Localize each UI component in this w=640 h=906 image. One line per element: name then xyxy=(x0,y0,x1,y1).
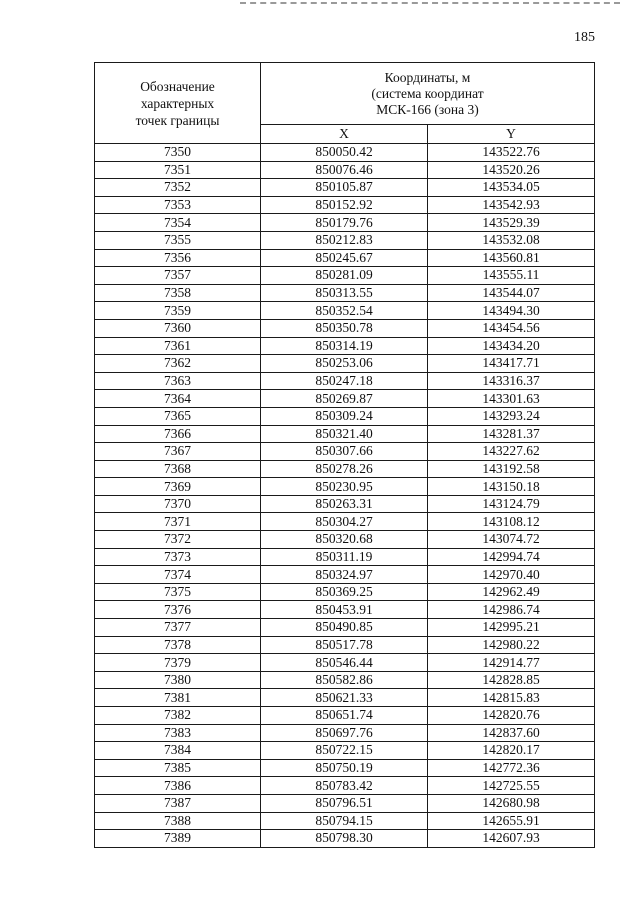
point-id-cell: 7385 xyxy=(95,759,261,777)
table-row xyxy=(95,284,595,302)
point-id-cell: 7354 xyxy=(95,214,261,232)
x-coordinate-cell: 850320.68 xyxy=(261,531,428,549)
y-coordinate-cell: 143227.62 xyxy=(428,443,595,461)
x-coordinate-cell: 850621.33 xyxy=(261,689,428,707)
table-row xyxy=(95,830,595,848)
x-coordinate-cell: 850281.09 xyxy=(261,267,428,285)
point-id-cell: 7369 xyxy=(95,478,261,496)
table-row xyxy=(95,267,595,285)
table-row xyxy=(95,619,595,637)
point-designation-header xyxy=(95,63,261,144)
table-row xyxy=(95,707,595,725)
point-id-cell: 7374 xyxy=(95,566,261,584)
y-coordinate-cell: 142837.60 xyxy=(428,724,595,742)
point-id-cell: 7387 xyxy=(95,794,261,812)
x-coordinate-cell: 850311.19 xyxy=(261,548,428,566)
x-coordinate-cell: 850582.86 xyxy=(261,671,428,689)
table-row xyxy=(95,689,595,707)
point-id-cell: 7361 xyxy=(95,337,261,355)
y-coordinate-cell: 143124.79 xyxy=(428,495,595,513)
x-coordinate-cell: 850798.30 xyxy=(261,830,428,848)
table-row xyxy=(95,460,595,478)
x-coordinate-cell: 850517.78 xyxy=(261,636,428,654)
table-row xyxy=(95,636,595,654)
table-row xyxy=(95,566,595,584)
x-coordinate-cell: 850269.87 xyxy=(261,390,428,408)
table-row xyxy=(95,742,595,760)
table-row xyxy=(95,812,595,830)
point-id-cell: 7363 xyxy=(95,372,261,390)
x-coordinate-cell: 850453.91 xyxy=(261,601,428,619)
y-coordinate-cell: 142655.91 xyxy=(428,812,595,830)
table-row xyxy=(95,513,595,531)
y-coordinate-cell: 143494.30 xyxy=(428,302,595,320)
x-coordinate-cell: 850212.83 xyxy=(261,231,428,249)
point-id-cell: 7350 xyxy=(95,144,261,162)
table-row xyxy=(95,759,595,777)
x-coordinate-cell: 850722.15 xyxy=(261,742,428,760)
y-coordinate-cell: 143520.26 xyxy=(428,161,595,179)
point-id-cell: 7373 xyxy=(95,548,261,566)
point-id-cell: 7384 xyxy=(95,742,261,760)
point-header-line: характерных xyxy=(140,95,215,111)
x-coordinate-cell: 850050.42 xyxy=(261,144,428,162)
y-coordinate-cell: 143192.58 xyxy=(428,460,595,478)
x-coordinate-cell: 850313.55 xyxy=(261,284,428,302)
table-row xyxy=(95,144,595,162)
y-coordinate-cell: 142820.76 xyxy=(428,707,595,725)
point-id-cell: 7388 xyxy=(95,812,261,830)
y-coordinate-cell: 143281.37 xyxy=(428,425,595,443)
y-coordinate-cell: 142986.74 xyxy=(428,601,595,619)
table-row xyxy=(95,777,595,795)
y-coordinate-cell: 143544.07 xyxy=(428,284,595,302)
table-row xyxy=(95,548,595,566)
table-row xyxy=(95,390,595,408)
point-id-cell: 7351 xyxy=(95,161,261,179)
coordinates-table xyxy=(94,62,595,848)
y-coordinate-cell: 142962.49 xyxy=(428,583,595,601)
x-coordinate-cell: 850350.78 xyxy=(261,319,428,337)
point-id-cell: 7353 xyxy=(95,196,261,214)
y-coordinate-cell: 142607.93 xyxy=(428,830,595,848)
table-row xyxy=(95,495,595,513)
point-id-cell: 7356 xyxy=(95,249,261,267)
point-id-cell: 7357 xyxy=(95,267,261,285)
y-coordinate-cell: 142680.98 xyxy=(428,794,595,812)
point-id-cell: 7371 xyxy=(95,513,261,531)
x-coordinate-cell: 850490.85 xyxy=(261,619,428,637)
point-id-cell: 7375 xyxy=(95,583,261,601)
x-coordinate-cell: 850304.27 xyxy=(261,513,428,531)
x-coordinate-cell: 850321.40 xyxy=(261,425,428,443)
table-row xyxy=(95,407,595,425)
y-column-header: Y xyxy=(428,124,595,143)
table-row xyxy=(95,372,595,390)
table-row xyxy=(95,337,595,355)
y-coordinate-cell: 142994.74 xyxy=(428,548,595,566)
x-coordinate-cell: 850651.74 xyxy=(261,707,428,725)
x-coordinate-cell: 850783.42 xyxy=(261,777,428,795)
table-row xyxy=(95,161,595,179)
point-id-cell: 7379 xyxy=(95,654,261,672)
point-id-cell: 7367 xyxy=(95,443,261,461)
table-row xyxy=(95,583,595,601)
table-body xyxy=(95,144,595,848)
y-coordinate-cell: 143150.18 xyxy=(428,478,595,496)
x-coordinate-cell: 850245.67 xyxy=(261,249,428,267)
y-coordinate-cell: 142980.22 xyxy=(428,636,595,654)
coord-header-line: (система координат xyxy=(371,86,484,102)
point-id-cell: 7376 xyxy=(95,601,261,619)
x-coordinate-cell: 850546.44 xyxy=(261,654,428,672)
table-row xyxy=(95,601,595,619)
x-coordinate-cell: 850307.66 xyxy=(261,443,428,461)
table-row xyxy=(95,531,595,549)
point-id-cell: 7360 xyxy=(95,319,261,337)
page-number: 185 xyxy=(574,30,595,45)
x-coordinate-cell: 850253.06 xyxy=(261,355,428,373)
point-id-cell: 7389 xyxy=(95,830,261,848)
table-row xyxy=(95,355,595,373)
coordinates-group-header xyxy=(261,63,595,125)
table-row xyxy=(95,231,595,249)
x-coordinate-cell: 850750.19 xyxy=(261,759,428,777)
point-id-cell: 7368 xyxy=(95,460,261,478)
point-id-cell: 7362 xyxy=(95,355,261,373)
point-id-cell: 7382 xyxy=(95,707,261,725)
table-row xyxy=(95,654,595,672)
point-id-cell: 7386 xyxy=(95,777,261,795)
table-row xyxy=(95,196,595,214)
x-coordinate-cell: 850230.95 xyxy=(261,478,428,496)
x-coordinate-cell: 850309.24 xyxy=(261,407,428,425)
table-row xyxy=(95,179,595,197)
y-coordinate-cell: 143293.24 xyxy=(428,407,595,425)
table-row xyxy=(95,249,595,267)
y-coordinate-cell: 142815.83 xyxy=(428,689,595,707)
y-coordinate-cell: 143434.20 xyxy=(428,337,595,355)
point-id-cell: 7355 xyxy=(95,231,261,249)
y-coordinate-cell: 143454.56 xyxy=(428,319,595,337)
table-row xyxy=(95,214,595,232)
point-id-cell: 7381 xyxy=(95,689,261,707)
point-id-cell: 7365 xyxy=(95,407,261,425)
table-header xyxy=(95,63,595,144)
point-id-cell: 7377 xyxy=(95,619,261,637)
x-coordinate-cell: 850247.18 xyxy=(261,372,428,390)
point-id-cell: 7372 xyxy=(95,531,261,549)
y-coordinate-cell: 143560.81 xyxy=(428,249,595,267)
x-coordinate-cell: 850369.25 xyxy=(261,583,428,601)
coord-header-line: Координаты, м xyxy=(384,70,471,86)
x-coordinate-cell: 850105.87 xyxy=(261,179,428,197)
y-coordinate-cell: 143542.93 xyxy=(428,196,595,214)
y-coordinate-cell: 143417.71 xyxy=(428,355,595,373)
y-coordinate-cell: 143316.37 xyxy=(428,372,595,390)
point-id-cell: 7380 xyxy=(95,671,261,689)
point-header-line: Обозначение xyxy=(140,78,215,94)
point-id-cell: 7366 xyxy=(95,425,261,443)
y-coordinate-cell: 142725.55 xyxy=(428,777,595,795)
x-coordinate-cell: 850697.76 xyxy=(261,724,428,742)
point-header-line: точек границы xyxy=(135,112,220,128)
x-coordinate-cell: 850324.97 xyxy=(261,566,428,584)
point-id-cell: 7359 xyxy=(95,302,261,320)
x-coordinate-cell: 850263.31 xyxy=(261,495,428,513)
x-coordinate-cell: 850076.46 xyxy=(261,161,428,179)
table-row xyxy=(95,425,595,443)
point-id-cell: 7378 xyxy=(95,636,261,654)
x-coordinate-cell: 850352.54 xyxy=(261,302,428,320)
y-coordinate-cell: 143555.11 xyxy=(428,267,595,285)
point-id-cell: 7383 xyxy=(95,724,261,742)
y-coordinate-cell: 142820.17 xyxy=(428,742,595,760)
coord-header-line: МСК-166 (зона 3) xyxy=(376,102,479,118)
x-coordinate-cell: 850314.19 xyxy=(261,337,428,355)
top-edge-rule xyxy=(240,2,620,4)
x-coordinate-cell: 850179.76 xyxy=(261,214,428,232)
table-row xyxy=(95,443,595,461)
y-coordinate-cell: 143529.39 xyxy=(428,214,595,232)
y-coordinate-cell: 143532.08 xyxy=(428,231,595,249)
x-coordinate-cell: 850278.26 xyxy=(261,460,428,478)
x-coordinate-cell: 850796.51 xyxy=(261,794,428,812)
x-coordinate-cell: 850794.15 xyxy=(261,812,428,830)
table-row xyxy=(95,671,595,689)
table-row xyxy=(95,302,595,320)
y-coordinate-cell: 142828.85 xyxy=(428,671,595,689)
y-coordinate-cell: 143534.05 xyxy=(428,179,595,197)
table-row xyxy=(95,319,595,337)
table-row xyxy=(95,478,595,496)
y-coordinate-cell: 142914.77 xyxy=(428,654,595,672)
y-coordinate-cell: 143522.76 xyxy=(428,144,595,162)
table-row xyxy=(95,794,595,812)
point-id-cell: 7358 xyxy=(95,284,261,302)
y-coordinate-cell: 143074.72 xyxy=(428,531,595,549)
y-coordinate-cell: 143301.63 xyxy=(428,390,595,408)
point-id-cell: 7364 xyxy=(95,390,261,408)
y-coordinate-cell: 142995.21 xyxy=(428,619,595,637)
x-column-header: X xyxy=(261,124,428,143)
table-row xyxy=(95,724,595,742)
x-coordinate-cell: 850152.92 xyxy=(261,196,428,214)
y-coordinate-cell: 142970.40 xyxy=(428,566,595,584)
y-coordinate-cell: 143108.12 xyxy=(428,513,595,531)
point-id-cell: 7352 xyxy=(95,179,261,197)
y-coordinate-cell: 142772.36 xyxy=(428,759,595,777)
point-id-cell: 7370 xyxy=(95,495,261,513)
